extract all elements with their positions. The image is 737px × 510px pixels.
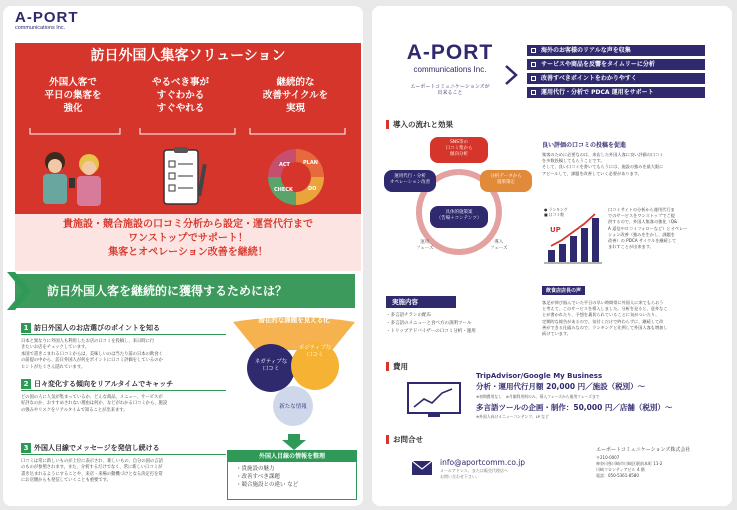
company-address: 〒210-0007 神奈川県川崎市川崎区駅前本町 11-2 川崎フロンティアビル 4 階 電話：050-5361-8580 xyxy=(596,455,663,478)
funnel-negative: ネガティブな 口コミ xyxy=(254,359,288,372)
fees-note-2: ※外国人向けメニューコンテンツ、LP など xyxy=(476,414,549,419)
contact-email[interactable]: info@aportcomm.co.jp xyxy=(440,458,526,467)
flow-node-3: 具体的施策案 （告場＋コンテンツ） xyxy=(430,206,488,228)
chevron-right-icon xyxy=(504,64,518,86)
cycle-plan: PLAN xyxy=(303,160,318,166)
section-2: 2 日々変化する傾向をリアルタイムでキャッチ どの国の人に人気が集まっているか、どんな商品、メニュー、サービスが 好評なのか、おすすめされない理由は何か、などがわかる口コミから、施設 の強みやリスクをリアルタイムで知ることが出来ます。 xyxy=(21,379,226,414)
arrange-list: ・貴施設の魅力 ・改善すべき課題 ・競合施設との違い など xyxy=(236,466,299,488)
feature-2: やるべき事が すぐわかる すぐやれる xyxy=(151,77,209,114)
fees-note-1: ※初期費用なし ※月額利用料のみ、導入フェーズから運用フェーズまで xyxy=(476,394,600,399)
hero-title: 訪日外国人集客ソリューション xyxy=(90,48,286,64)
flow-phase-run: 運用 フェーズ xyxy=(416,240,434,251)
green-banner xyxy=(15,274,355,308)
bullet-4: 運用代行・分析で PDCA 運用をサポート xyxy=(527,87,705,98)
section-3-body: 口コミは常に新しいものが上位に表示され、新しいもの、自分の国の言語 のものが参照されます。また、分析するだけでなく、常に新しい口コミが 書き込まれるようにすることや、来店・来場の動機づけとなる決定打を常 にお店側からも発信していくことも重要です。 xyxy=(21,459,163,484)
logo-text: A-PORT xyxy=(15,9,79,26)
logo-subtitle: communications Inc. xyxy=(15,25,66,31)
cycle-check: CHECK xyxy=(274,187,293,193)
contact-heading: お問合せ xyxy=(386,434,423,445)
envelope-icon xyxy=(412,461,432,475)
down-arrow xyxy=(282,434,306,450)
review-title: 良い評価の口コミの投稿を促進 xyxy=(542,142,627,149)
section-3-title: 外国人目線でメッセージを発信し続ける xyxy=(34,444,160,452)
section-3: 3 外国人目線でメッセージを発信し続ける 口コミは常に新しいものが上位に表示され、新しいもの、自分の国の言語 のものが参照されます。また、分析するだけでなく、常に新しい口コミが 書き込まれるようにすることや、来店・来場の動機づけとなる決定打を常 にお店側からも発信していくことも重要です。 xyxy=(21,443,226,485)
bullet-2: サービスや商品を反響をタイムリーに分析 xyxy=(527,59,705,70)
funnel-new-info: 新たな情報 xyxy=(279,404,307,410)
section-2-title: 日々変化する傾向をリアルタイムでキャッチ xyxy=(34,380,174,388)
banner-title: 訪日外国人客を継続的に獲得するためには？ xyxy=(47,284,288,298)
section-1-body: 日本と異なりに外国人も利用したお店の口コミを投稿し、来日時に行 きたいお店をチェックしています。 本国で書きこまれる口コミからは、美味しいのは当たり前の日本の飲食く の前提の中から、訪日外国人が何をポイントに口コミ評価をしているのか ヒントがたくさん隠れています。 xyxy=(21,339,163,370)
pitch-line-3: 集客とオペレーション改善を継続！ xyxy=(108,247,268,258)
section-2-body: どの国の人に人気が集まっているか、どんな商品、メニュー、サービスが 好評なのか、おすすめされない理由は何か、などがわかる口コミから、施設 の強みやリスクをリアルタイムで知ることが出来ます。 xyxy=(21,395,168,413)
right-logo xyxy=(400,42,500,74)
right-logo-text: A-PORT xyxy=(406,41,494,64)
checklist-icon xyxy=(160,146,208,210)
section-1: 1 訪日外国人のお店選びのポイントを知る 日本と異なりに外国人も利用したお店の口コミを投稿し、来日時に行 きたいお店をチェックしています。 本国で書きこまれる口コミからは、美味しいのは当たり前の日本の飲食く の前提の中から、訪日外国人が何をポイントに口コミ評価をしているのか ヒントがたくさん隠れています。 xyxy=(21,323,226,371)
monitor-chart-icon xyxy=(406,381,462,419)
tourists-illustration xyxy=(33,144,113,212)
contact-email-note: メールアドレス、または販売代理店へ お問い合わせ下さい。 xyxy=(440,468,508,479)
cycle-do: DO xyxy=(308,186,317,192)
left-logo xyxy=(15,10,79,31)
funnel-title: 潜在的な課題を見える化 xyxy=(258,316,330,324)
flow-node-2: 分析データから 施策策定 xyxy=(480,170,532,192)
can-do-label: エーポートコミュニケーションズが 出来ること xyxy=(410,84,490,96)
company-block xyxy=(596,446,730,479)
work-list: ・多言語チラシの配布 ・多言語のメニューと食べ方の説明ツール ・トリップアドバイザーの口コミ分析・運用 xyxy=(386,313,476,334)
feature-3: 継続的な 改善サイクルを 実現 xyxy=(262,77,329,114)
left-page xyxy=(3,6,363,506)
arrange-title: 外国人目線の情報を整理 xyxy=(228,451,356,462)
chart-legend: ● ランキング ■ 口コミ数 xyxy=(544,207,568,217)
feature-brackets xyxy=(15,126,361,140)
pitch-line-1: 貴施設・競合施設の口コミ分析から設定・運営代行まで xyxy=(63,219,313,230)
flow-phase-intro: 導入 フェーズ xyxy=(490,240,508,251)
flow-node-4: 運用代行・分析 オペレーション改善 xyxy=(384,170,436,192)
work-heading: 実施内容 xyxy=(386,296,456,308)
right-logo-subtitle: communications Inc. xyxy=(413,65,487,74)
fees-heading: 費用 xyxy=(386,361,408,372)
funnel-positive: ポジティブな 口コミ xyxy=(298,345,332,358)
bullet-1: 海外のお客様のリアルな声を収集 xyxy=(527,45,705,56)
site-body: 口コミサイトの分析から運用代行ま でのサービスをワンストップでご提 供するので、外国人集客の強化（Q& A 返信やロコミフォローなど）とオペレー ション改善（強みを生かし、課題を 改善）の PDCA サイクルを継続して まわすことが出来ます。 xyxy=(608,207,688,250)
work-block xyxy=(386,296,536,336)
hero-title-bar xyxy=(15,43,361,69)
right-page xyxy=(372,6,732,506)
funnel-diagram xyxy=(229,314,359,434)
pdca-cycle-icon xyxy=(263,144,329,210)
voice-badge: 飲食店店長の声 xyxy=(542,286,585,295)
fees-block xyxy=(476,372,730,420)
company-name: エーポートコミュニケーションズ株式会社 xyxy=(596,447,691,453)
feature-1: 外国人客で 平日の集客を 強化 xyxy=(44,77,102,114)
service-bullets xyxy=(527,45,705,98)
fees-line-1: TripAdvisor/Google My Business xyxy=(476,372,603,380)
fees-line-3: 多言語ツールの企画・制作：50,000 円／店舗（税別）～ xyxy=(476,403,673,412)
chart-up-label: UP xyxy=(550,226,561,234)
arrange-box xyxy=(227,450,357,500)
review-block xyxy=(542,140,726,177)
pitch-line-2: ワンストップでサポート！ xyxy=(128,233,248,244)
section-1-title: 訪日外国人のお店選びのポイントを知る xyxy=(34,324,160,332)
banner-arrow xyxy=(7,272,35,310)
voice-body: 客足が伸び悩んでいた平日の早い時間帯に外国人に来てもらおう と考えて、このサービスを導入しました。分析を見ると、意外なこ とが書かれたり、予想を裏切られていることに気がついたり、 定期的な報告があるので、気付くだけで終わらずに、継続して改 善ができる仕組みなので、ランキングと比例して外国人客も増加し 続けています。 xyxy=(542,300,668,337)
flow-heading: 導入の流れと効果 xyxy=(386,119,453,130)
flow-node-1: SNS等の 口コミ集から 傾向分析 xyxy=(430,137,488,163)
pitch-text xyxy=(15,218,361,260)
bullet-3: 改善すべきポイントをわかりやすく xyxy=(527,73,705,84)
cycle-act: ACT xyxy=(279,162,290,168)
contact-email-block xyxy=(440,458,525,479)
fees-line-2: 分析・運用代行月額 20,000 円／施設（税別）～ xyxy=(476,382,646,391)
review-body: 集客のために必要なのは、来店した外国人客に良い評価の口コミ を多数投稿してもらうことです。 そして、良い口コミを書いてもらうには、施設の強みを最大限に アピールして、課題を改善していく必要があります。 xyxy=(542,152,664,176)
